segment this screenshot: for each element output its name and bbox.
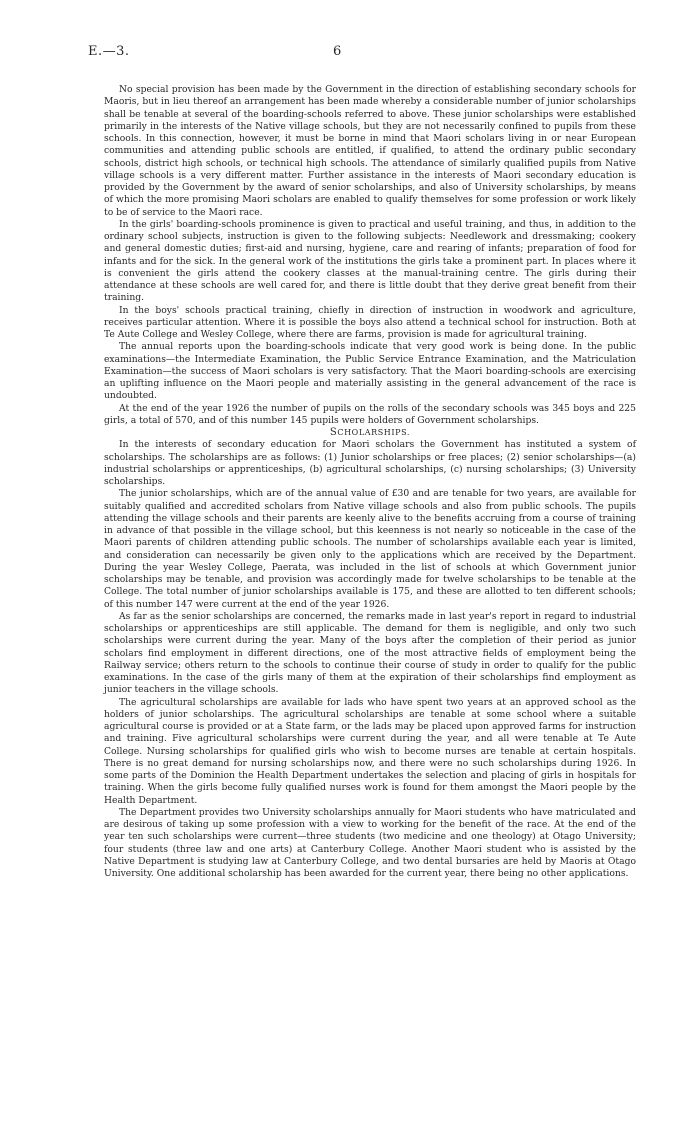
page-number: 6: [333, 44, 342, 59]
paragraph: At the end of the year 1926 the number of pupils on the rolls of the secondary schools was 345 boys and 225 girls, a total of 570, and of this number 145 pupils were holders of Government scholarships.: [104, 402, 636, 426]
report-reference: E.—3.: [88, 44, 130, 59]
body-text: [104, 84, 636, 880]
paragraph: The junior scholarships, which are of the annual value of £30 and are tenable for two years, are available for suitably qualified and accredited scholars from Native village schools and also from public schools. The pupils attending the village schools and their parents are keenly alive to the benefits accruing from a course of training in advance of that possible in the village school, but this keenness is not nearly so noticeable in the case of the Maori parents of children attending public schools. The number of scholarships available each year is limited, and consideration can necessarily be given only to the applications which are received by the Department. During the year Wesley College, Paerata, was included in the list of schools at which Government junior scholarships may be tenable, and provision was accordingly made for twelve scholarships to be tenable at the College. The total number of junior scholarships available is 175, and these are allotted to ten different schools; of this number 147 were current at the end of the year 1926.: [104, 488, 636, 610]
section-heading: [104, 427, 636, 439]
paragraph: No special provision has been made by the Government in the direction of establishing secondary schools for Maoris, but in lieu thereof an arrangement has been made whereby a considerable number of junior scholarships shall be tenable at several of the boarding-schools referred to above. These junior scholarships were established primarily in the interests of the Native village schools, but they are not necessarily confined to pupils from these schools. In this connection, however, it must be borne in mind that Maori scholars living in or near European communities and attending public schools are entitled, if qualified, to attend the ordinary public secondary schools, district high schools, or technical high schools. The attendance of similarly qualified pupils from Native village schools is a very different matter. Further assistance in the interests of Maori secondary education is provided by the Government by the award of senior scholarships, and also of University scholarships, by means of which the more promising Maori scholars are enabled to qualify themselves for some profession or work likely to be of service to the Maori race.: [104, 84, 636, 218]
paragraph: As far as the senior scholarships are concerned, the remarks made in last year's report in regard to industrial scholarships or apprenticeships are still applicable. The demand for them is negligible, and only two such scholarships were current during the year. Many of the boys after the completion of their period as junior scholars find employment in different directions, one of the most attractive fields of employment being the Railway service; others return to the schools to continue their course of study in order to qualify for the public examinations. In the case of the girls many of them at the expiration of their scholarships find employment as junior teachers in the village schools.: [104, 610, 636, 696]
heading-rest: CHOLARSHIPS.: [337, 428, 411, 437]
paragraph: The Department provides two University scholarships annually for Maori students who have matriculated and are desirous of taking up some profession with a view to working for the benefit of the race. At the end of the year ten such scholarships were current—three students (two medicine and one theology) at Otago University; four students (three law and one arts) at Canterbury College. Another Maori student who is assisted by the Native Department is studying law at Canterbury College, and two dental bursaries are held by Maoris at Otago University. One additional scholarship has been awarded for the current year, there being no other applications.: [104, 806, 636, 879]
paragraph: The agricultural scholarships are available for lads who have spent two years at an approved school as the holders of junior scholarships. The agricultural scholarships are tenable at some school where a suitable agricultural course is provided or at a State farm, or the lads may be placed upon approved farms for instruction and training. Five agricultural scholarships were current during the year, and all were tenable at Te Aute College. Nursing scholarships for qualified girls who wish to become nurses are tenable at certain hospitals. There is no great demand for nursing scholarships now, and there were no such scholarships during 1926. In some parts of the Dominion the Health Department undertakes the selection and placing of girls in hospitals for training. When the girls become fully qualified nurses work is found for them amongst the Maori people by the Health Department.: [104, 696, 636, 806]
paragraph: The annual reports upon the boarding-schools indicate that very good work is being done. In the public examinations—the Intermediate Examination, the Public Service Entrance Examination, and the Matriculation Examination—the success of Maori scholars is very satisfactory. That the Maori boarding-schools are exercising an uplifting influence on the Maori people and materially assisting in the general advancement of the race is undoubted.: [104, 341, 636, 402]
paragraph: In the boys' schools practical training, chiefly in direction of instruction in woodwork and agriculture, receives particular attention. Where it is possible the boys also attend a technical school for instruction. Both at Te Aute College and Wesley College, where there are farms, provision is made for agricultural training.: [104, 304, 636, 340]
heading-initial: S: [329, 427, 338, 438]
paragraph: In the interests of secondary education for Maori scholars the Government has instituted a system of scholarships. The scholarships are as follows: (1) Junior scholarships or free places; (2) senior scholarships—(a) industrial scholarships or apprenticeships, (b) agricultural scholarships, (c) nursing scholarships; (3) University scholarships.: [104, 439, 636, 487]
paragraph: In the girls' boarding-schools prominence is given to practical and useful training, and thus, in addition to the ordinary school subjects, instruction is given to the following subjects: Needlework and dressmaking; cookery and general domestic duties; first-aid and nursing, hygiene, care and rearing of infants; preparation of food for infants and for the sick. In the general work of the institutions the girls take a prominent part. In places where it is convenient the girls attend the cookery classes at the manual-training centre. The girls during their attendance at these schools are well cared for, and there is little doubt that they derive great benefit from their training.: [104, 218, 636, 304]
